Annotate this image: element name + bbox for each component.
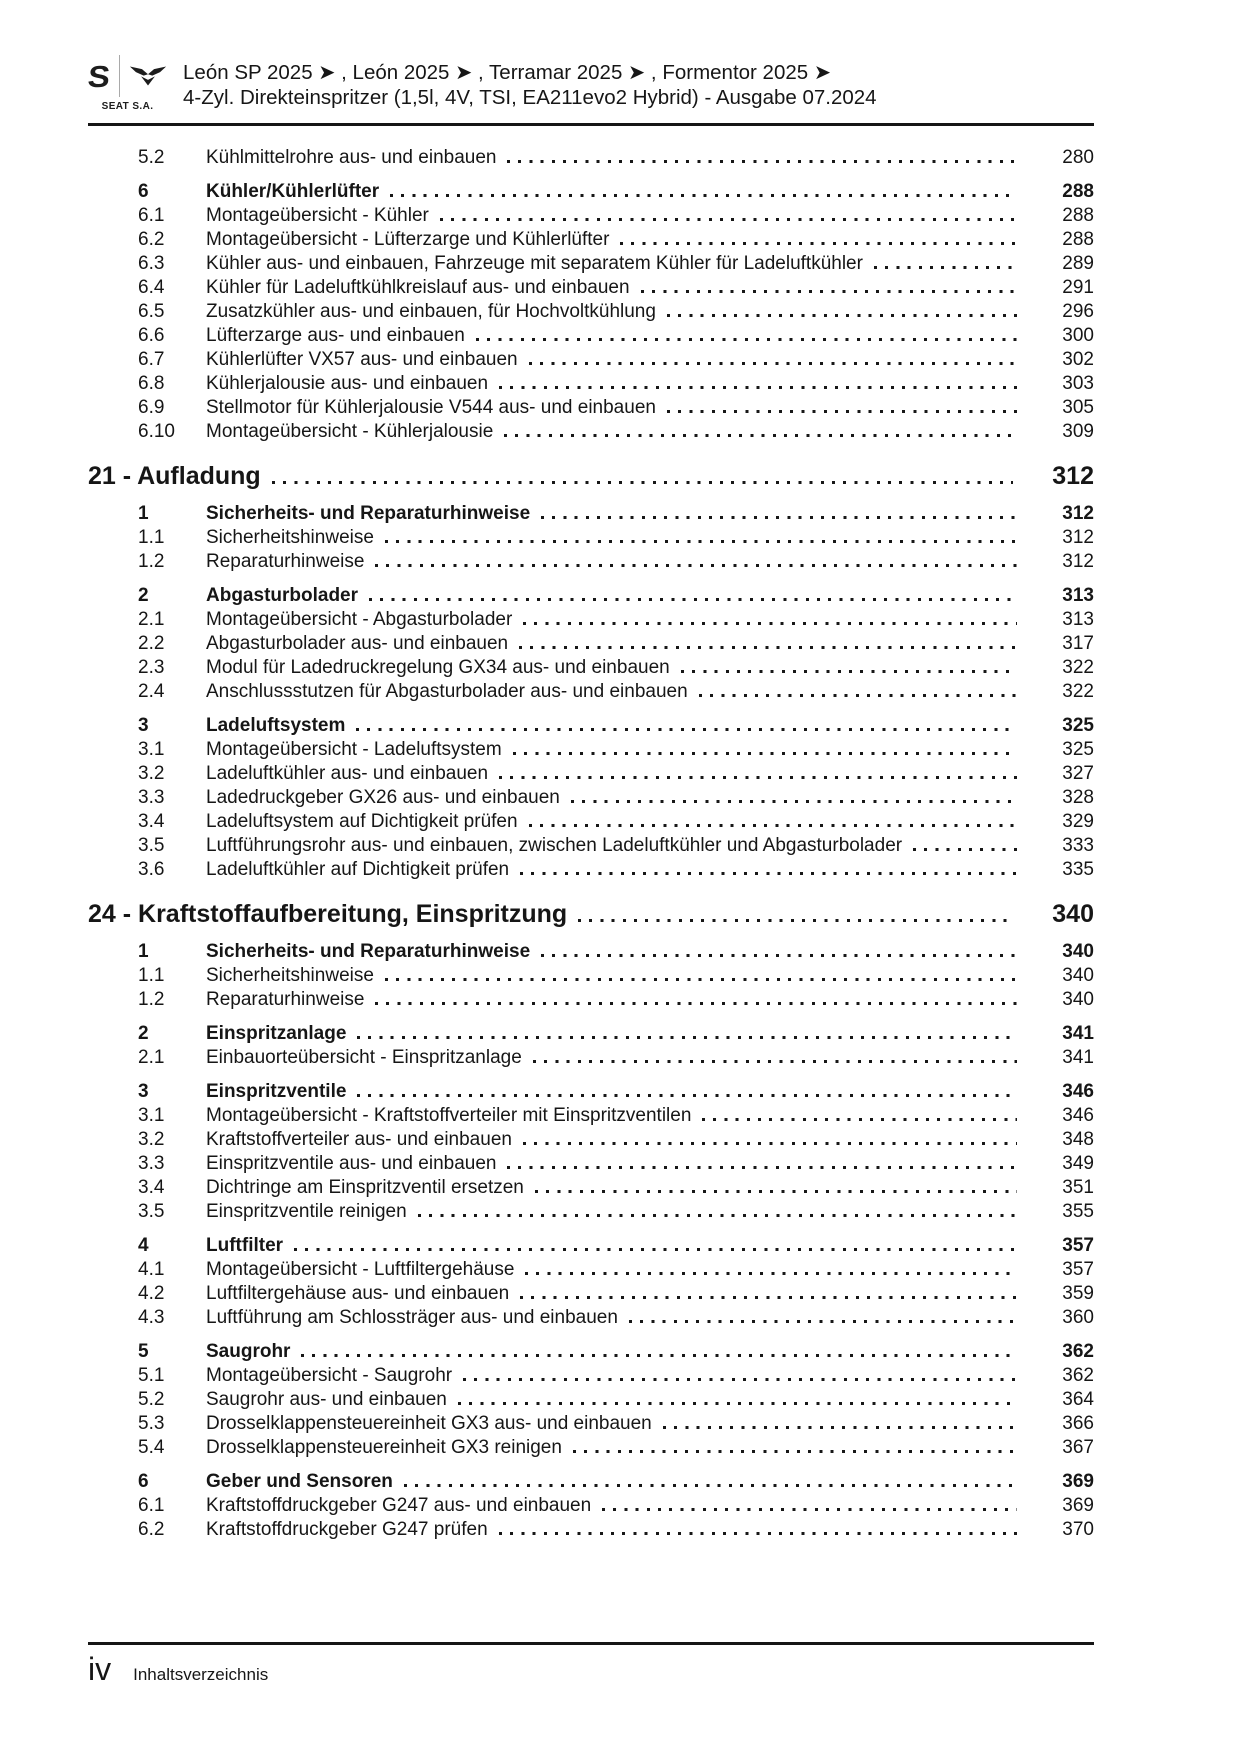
toc-entry-number: 5.4 [138,1437,165,1458]
toc-entry-title: Drosselklappensteuereinheit GX3 reinigen [206,1437,562,1458]
toc-entry-page: 313 [1062,609,1094,630]
toc-entry-number: 3.5 [138,835,165,856]
toc-entry-title: Drosselklappensteuereinheit GX3 aus- und einbauen [206,1413,652,1434]
toc-row [88,348,1094,372]
dot-leader [571,800,1017,803]
toc-entry-title: Sicherheits- und Reparaturhinweise [206,503,531,524]
toc-entry-page: 312 [1062,551,1094,572]
toc-entry-page: 335 [1062,859,1094,880]
toc-entry-page: 288 [1062,205,1094,226]
dot-leader [499,386,1017,389]
toc-entry-number: 2.2 [138,633,165,654]
dot-leader [529,824,1017,827]
toc-entry-title: Sicherheitshinweise [206,965,374,986]
toc-entry-title: Kraftstoffverteiler aus- und einbauen [206,1129,512,1150]
dot-leader [463,1378,1017,1381]
toc-entry-number: 3.3 [138,787,165,808]
toc-entry-number: 4 [138,1235,149,1256]
dot-leader [440,218,1017,221]
toc-entry-title: Zusatzkühler aus- und einbauen, für Hochvoltkühlung [206,301,656,322]
toc [88,146,1094,1542]
toc-row [88,1258,1094,1282]
toc-chapter-row [88,461,1094,492]
dot-leader [667,314,1017,317]
toc-row [88,1152,1094,1176]
toc-entry-number: 3.2 [138,763,165,784]
toc-entry-page: 349 [1062,1153,1094,1174]
toc-entry-page: 305 [1062,397,1094,418]
toc-entry-title: Dichtringe am Einspritzventil ersetzen [206,1177,524,1198]
toc-entry-number: 6.6 [138,325,165,346]
toc-row [88,1412,1094,1436]
dot-leader [913,848,1017,851]
toc-entry-title: Ladeluftkühler auf Dichtigkeit prüfen [206,859,510,880]
toc-entry-title: Abgasturbolader [206,585,359,606]
toc-row [88,502,1094,526]
toc-entry-page: 322 [1062,657,1094,678]
toc-row [88,762,1094,786]
toc-entry-title: Kraftstoffdruckgeber G247 aus- und einbauen [206,1495,592,1516]
toc-entry-page: 369 [1062,1471,1094,1492]
toc-entry-number: 3 [138,715,149,736]
toc-row [88,1470,1094,1494]
toc-row [88,1176,1094,1200]
dot-leader [520,872,1017,875]
toc-entry-title: Sicherheits- und Reparaturhinweise [206,941,531,962]
dot-leader [357,1094,1017,1097]
toc-entry-title: Montageübersicht - Kühler [206,205,429,226]
toc-entry-page: 312 [1062,527,1094,548]
toc-entry-number: 4.1 [138,1259,165,1280]
dot-leader [418,1214,1017,1217]
toc-entry-number: 1 [138,503,149,524]
toc-entry-page: 360 [1062,1307,1094,1328]
toc-row [88,324,1094,348]
toc-entry-page: 351 [1062,1177,1094,1198]
toc-entry-number: 5 [138,1341,149,1362]
dot-leader [369,598,1017,601]
toc-entry-title: Ladeluftsystem [206,715,346,736]
toc-entry-page: 329 [1062,811,1094,832]
header-models-line: León SP 2025 ➤ , León 2025 ➤ , Terramar 2025 ➤ , Formentor 2025 ➤ [183,61,832,84]
dot-leader [874,266,1017,269]
toc-entry-title: Einspritzventile [206,1081,347,1102]
toc-row [88,988,1094,1012]
dot-leader [663,1426,1017,1429]
toc-entry-page: 317 [1062,633,1094,654]
toc-entry-number: 6.9 [138,397,165,418]
toc-entry-number: 5.3 [138,1413,165,1434]
toc-entry-page: 333 [1062,835,1094,856]
toc-entry-title: Montageübersicht - Kraftstoffverteiler mit Einspritzventilen [206,1105,692,1126]
toc-entry-title: Montageübersicht - Abgasturbolader [206,609,513,630]
toc-entry-page: 341 [1062,1023,1094,1044]
dot-leader [476,338,1017,341]
toc-entry-title: Geber und Sensoren [206,1471,393,1492]
dot-leader [541,516,1017,519]
toc-entry-page: 280 [1062,147,1094,168]
dot-leader [529,362,1017,365]
toc-row [88,680,1094,704]
toc-entry-title: Einspritzventile aus- und einbauen [206,1153,497,1174]
toc-row [88,1364,1094,1388]
dot-leader [294,1248,1017,1251]
toc-entry-number: 3.6 [138,859,165,880]
toc-entry-page: 346 [1062,1105,1094,1126]
toc-entry-title: Montageübersicht - Saugrohr [206,1365,453,1386]
toc-entry-page: 366 [1062,1413,1094,1434]
toc-entry-number: 6.4 [138,277,165,298]
toc-row [88,1200,1094,1224]
dot-leader [507,160,1017,163]
toc-chapter-row [88,899,1094,930]
dot-leader [499,776,1017,779]
toc-row [88,858,1094,882]
toc-row [88,1282,1094,1306]
toc-entry-number: 6.3 [138,253,165,274]
toc-entry-page: 302 [1062,349,1094,370]
toc-entry-title: Einspritzanlage [206,1023,347,1044]
toc-entry-title: Montageübersicht - Luftfiltergehäuse [206,1259,515,1280]
toc-row [88,396,1094,420]
toc-row [88,964,1094,988]
dot-leader [513,752,1017,755]
toc-row [88,372,1094,396]
toc-row [88,940,1094,964]
dot-leader [629,1320,1017,1323]
toc-entry-number: 1.2 [138,551,165,572]
toc-entry-title: Ladedruckgeber GX26 aus- und einbauen [206,787,560,808]
dot-leader [520,1296,1017,1299]
toc-entry-page: 309 [1062,421,1094,442]
toc-entry-title: Luftfiltergehäuse aus- und einbauen [206,1283,510,1304]
footer-section-label: Inhaltsverzeichnis [133,1665,269,1684]
toc-row [88,656,1094,680]
dot-leader [699,694,1017,697]
toc-entry-page: 340 [1052,900,1094,928]
toc-entry-number: 1.2 [138,989,165,1010]
toc-row [88,1080,1094,1104]
toc-entry-page: 312 [1062,503,1094,524]
toc-entry-number: 5.1 [138,1365,165,1386]
dot-leader [641,290,1017,293]
toc-row [88,810,1094,834]
toc-entry-page: 355 [1062,1201,1094,1222]
cupra-logo-icon [129,63,167,89]
toc-entry-number: 6.10 [138,421,175,442]
toc-entry-title: Stellmotor für Kühlerjalousie V544 aus- und einbauen [206,397,656,418]
dot-leader [535,1190,1017,1193]
dot-leader [667,410,1017,413]
toc-entry-page: 367 [1062,1437,1094,1458]
toc-row [88,252,1094,276]
toc-entry-title: Abgasturbolader aus- und einbauen [206,633,509,654]
toc-entry-page: 364 [1062,1389,1094,1410]
header-subtitle-line: 4-Zyl. Direkteinspritzer (1,5l, 4V, TSI, EA211evo2 Hybrid) - Ausgabe 07.2024 [183,86,877,109]
toc-row [88,1340,1094,1364]
toc-entry-number: 1.1 [138,965,165,986]
toc-row [88,714,1094,738]
toc-row [88,1104,1094,1128]
toc-entry-number: 2.1 [138,609,165,630]
toc-row [88,834,1094,858]
toc-entry-number: 6.1 [138,205,165,226]
toc-row [88,786,1094,810]
toc-entry-page: 348 [1062,1129,1094,1150]
toc-entry-number: 3.4 [138,811,165,832]
toc-row [88,608,1094,632]
toc-entry-title: Einspritzventile reinigen [206,1201,407,1222]
toc-entry-page: 328 [1062,787,1094,808]
toc-row [88,1022,1094,1046]
page-header [88,54,1094,126]
toc-entry-number: 2.3 [138,657,165,678]
dot-leader [702,1118,1017,1121]
toc-entry-number: 1 [138,941,149,962]
toc-row [88,738,1094,762]
toc-row [88,204,1094,228]
toc-row [88,1234,1094,1258]
toc-entry-page: 322 [1062,681,1094,702]
toc-entry-page: 300 [1062,325,1094,346]
brand-logos [88,54,167,112]
toc-entry-page: 362 [1062,1365,1094,1386]
toc-row [88,146,1094,170]
toc-row [88,1128,1094,1152]
dot-leader [390,194,1017,197]
toc-entry-number: 6 [138,181,149,202]
toc-entry-title: Anschlussstutzen für Abgasturbolader aus- und einbauen [206,681,688,702]
dot-leader [541,954,1017,957]
toc-entry-title: Kühlmittelrohre aus- und einbauen [206,147,497,168]
toc-entry-title: Montageübersicht - Lüfterzarge und Kühlerlüfter [206,229,610,250]
toc-entry-number: 5.2 [138,147,165,168]
toc-entry-number: 3.4 [138,1177,165,1198]
dot-leader [602,1508,1017,1511]
toc-entry-number: 3 [138,1081,149,1102]
toc-row [88,180,1094,204]
footer-page-number: iv [88,1651,112,1687]
toc-entry-page: 312 [1052,462,1094,490]
toc-entry-page: 288 [1062,229,1094,250]
toc-entry-page: 325 [1062,715,1094,736]
toc-entry-title: Kraftstoffdruckgeber G247 prüfen [206,1519,488,1540]
toc-entry-title: Reparaturhinweise [206,989,365,1010]
toc-entry-number: 1.1 [138,527,165,548]
dot-leader [272,481,1013,484]
toc-entry-title: Einbauorteübersicht - Einspritzanlage [206,1047,522,1068]
toc-row [88,1388,1094,1412]
toc-entry-title: Ladeluftkühler aus- und einbauen [206,763,489,784]
dot-leader [533,1060,1017,1063]
dot-leader [458,1402,1017,1405]
toc-row [88,1436,1094,1460]
toc-entry-page: 369 [1062,1495,1094,1516]
dot-leader [507,1166,1017,1169]
toc-row [88,526,1094,550]
toc-row [88,632,1094,656]
toc-row [88,228,1094,252]
toc-entry-number: 6.7 [138,349,165,370]
toc-row [88,1518,1094,1542]
toc-entry-number: 6.8 [138,373,165,394]
company-label: SEAT S.A. [101,101,154,112]
toc-entry-title: Ladeluftsystem auf Dichtigkeit prüfen [206,811,518,832]
toc-entry-number: 2.4 [138,681,165,702]
toc-entry-page: 362 [1062,1341,1094,1362]
dot-leader [356,728,1017,731]
toc-entry-number: 3.5 [138,1201,165,1222]
toc-entry-page: 288 [1062,181,1094,202]
toc-entry-title: Reparaturhinweise [206,551,365,572]
toc-row [88,276,1094,300]
toc-entry-page: 359 [1062,1283,1094,1304]
dot-leader [375,1002,1017,1005]
toc-entry-page: 357 [1062,1235,1094,1256]
toc-entry-number: 6.1 [138,1495,165,1516]
toc-entry-number: 6.2 [138,1519,165,1540]
toc-entry-page: 303 [1062,373,1094,394]
toc-entry-page: 340 [1062,989,1094,1010]
toc-entry-page: 313 [1062,585,1094,606]
dot-leader [375,564,1017,567]
toc-entry-title: Kühlerlüfter VX57 aus- und einbauen [206,349,518,370]
toc-entry-page: 289 [1062,253,1094,274]
toc-entry-page: 296 [1062,301,1094,322]
toc-row [88,584,1094,608]
dot-leader [519,646,1017,649]
toc-entry-number: 6.5 [138,301,165,322]
toc-row [88,550,1094,574]
toc-chapter-label: 21 - Aufladung [88,462,261,490]
dot-leader [620,242,1017,245]
dot-leader [578,919,1013,922]
toc-entry-number: 3.1 [138,1105,165,1126]
toc-entry-number: 2 [138,1023,149,1044]
toc-entry-title: Kühler/Kühlerlüfter [206,181,380,202]
dot-leader [404,1484,1017,1487]
toc-entry-page: 346 [1062,1081,1094,1102]
page-footer [88,1642,1094,1686]
toc-entry-number: 3.3 [138,1153,165,1174]
dot-leader [681,670,1017,673]
toc-row [88,300,1094,324]
toc-entry-page: 370 [1062,1519,1094,1540]
toc-entry-number: 6 [138,1471,149,1492]
dot-leader [523,622,1017,625]
dot-leader [504,434,1017,437]
toc-entry-page: 341 [1062,1047,1094,1068]
toc-entry-number: 4.2 [138,1283,165,1304]
toc-entry-number: 6.2 [138,229,165,250]
toc-entry-title: Kühler für Ladeluftkühlkreislauf aus- und einbauen [206,277,630,298]
toc-entry-page: 340 [1062,941,1094,962]
dot-leader [357,1036,1017,1039]
toc-entry-number: 3.1 [138,739,165,760]
toc-entry-title: Modul für Ladedruckregelung GX34 aus- und einbauen [206,657,670,678]
dot-leader [523,1142,1017,1145]
toc-entry-page: 340 [1062,965,1094,986]
seat-logo-icon: S [86,58,112,94]
toc-entry-title: Luftführung am Schlossträger aus- und einbauen [206,1307,618,1328]
toc-row [88,420,1094,444]
toc-entry-number: 2 [138,585,149,606]
toc-row [88,1306,1094,1330]
dot-leader [525,1272,1017,1275]
toc-entry-title: Montageübersicht - Kühlerjalousie [206,421,494,442]
toc-entry-title: Luftfilter [206,1235,284,1256]
toc-chapter-label: 24 - Kraftstoffaufbereitung, Einspritzung [88,900,568,928]
toc-entry-number: 5.2 [138,1389,165,1410]
toc-entry-page: 291 [1062,277,1094,298]
dot-leader [499,1532,1017,1535]
dot-leader [301,1354,1017,1357]
toc-row [88,1494,1094,1518]
toc-entry-number: 4.3 [138,1307,165,1328]
logo-divider [119,55,120,97]
toc-entry-title: Kühler aus- und einbauen, Fahrzeuge mit separatem Kühler für Ladeluftkühler [206,253,863,274]
toc-entry-page: 327 [1062,763,1094,784]
dot-leader [385,978,1017,981]
toc-entry-title: Luftführungsrohr aus- und einbauen, zwischen Ladeluftkühler und Abgasturbolader [206,835,903,856]
toc-entry-title: Sicherheitshinweise [206,527,374,548]
toc-entry-title: Lüfterzarge aus- und einbauen [206,325,465,346]
toc-entry-title: Saugrohr [206,1341,291,1362]
toc-entry-page: 357 [1062,1259,1094,1280]
toc-entry-title: Saugrohr aus- und einbauen [206,1389,447,1410]
toc-entry-number: 2.1 [138,1047,165,1068]
toc-entry-title: Kühlerjalousie aus- und einbauen [206,373,489,394]
dot-leader [385,540,1017,543]
dot-leader [573,1450,1017,1453]
toc-entry-page: 325 [1062,739,1094,760]
toc-entry-number: 3.2 [138,1129,165,1150]
toc-row [88,1046,1094,1070]
toc-entry-title: Montageübersicht - Ladeluftsystem [206,739,502,760]
